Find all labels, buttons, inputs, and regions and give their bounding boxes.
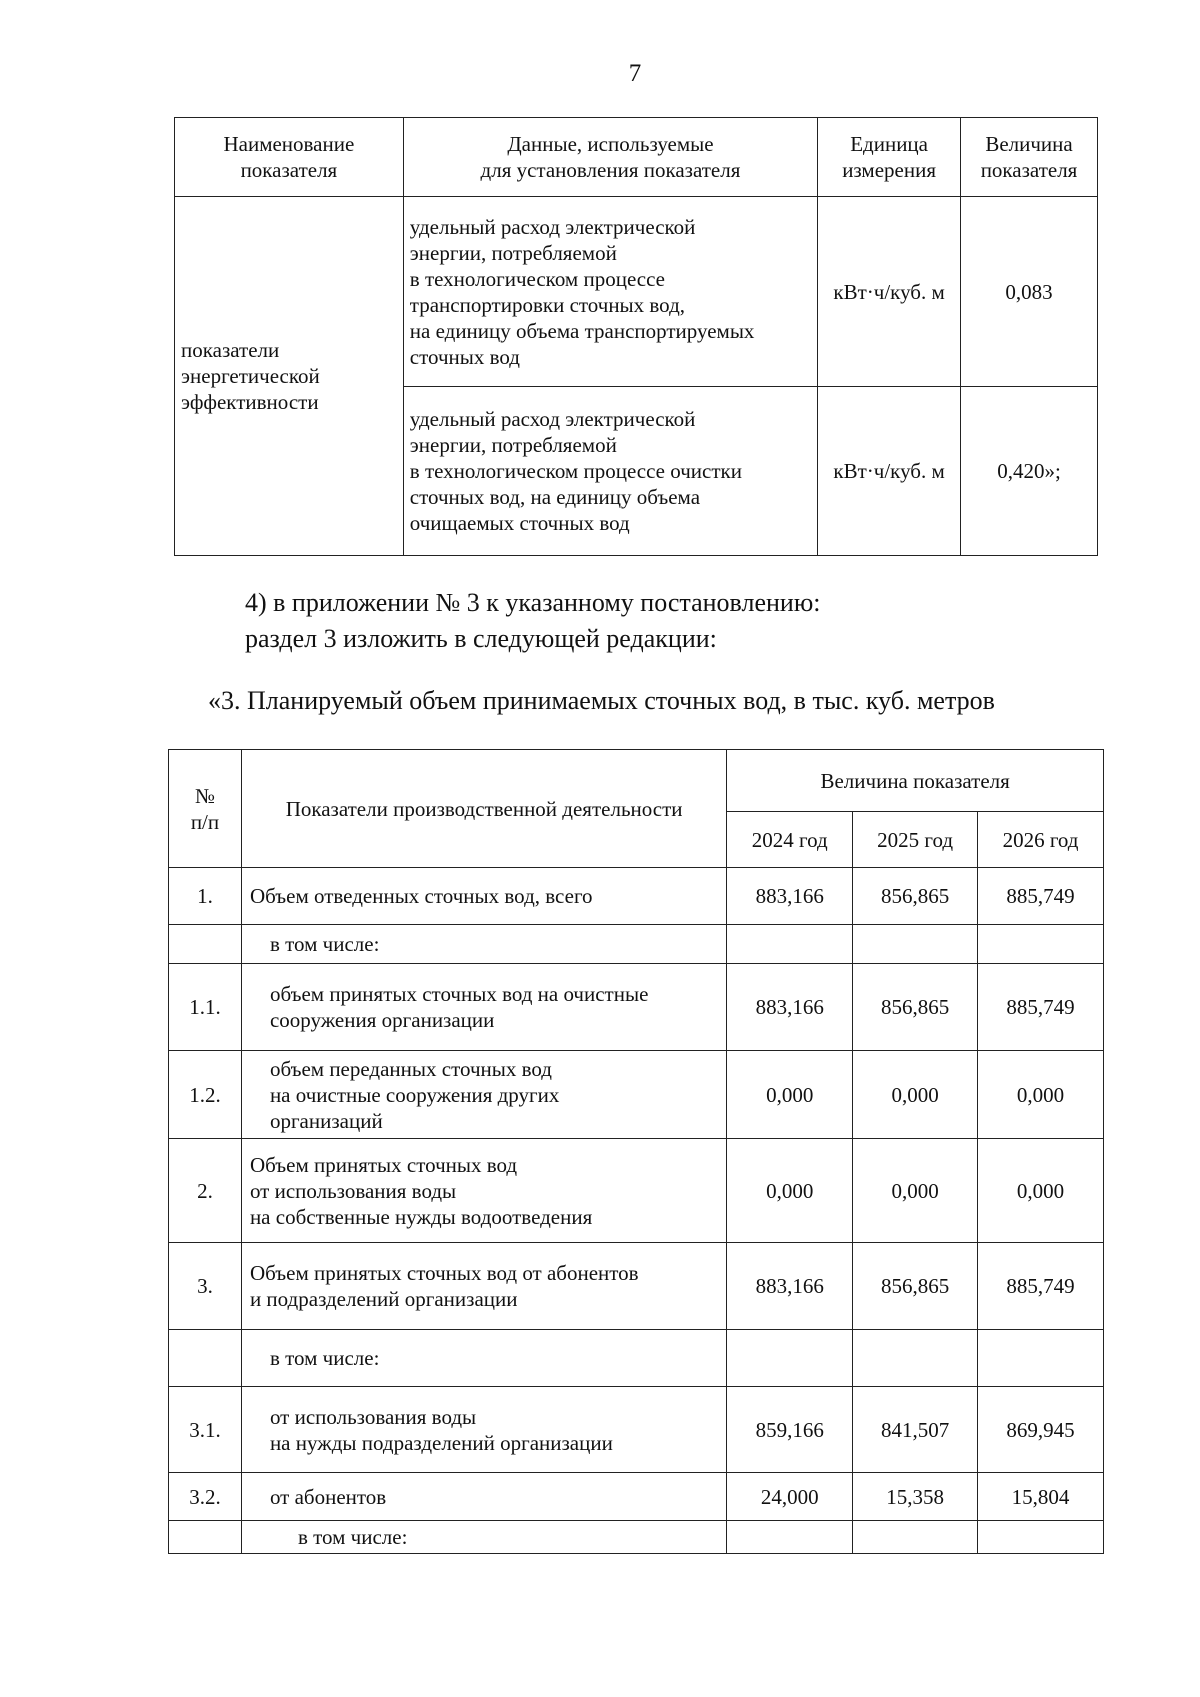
row-description: удельный расход электрической энергии, потребляемой в технологическом процессе транспортировки сточных вод, на единицу объема транспортируемых сточных вод — [403, 197, 817, 387]
wastewater-volume-table — [168, 749, 1104, 1554]
row-value-2026 — [978, 925, 1104, 964]
row-value-2026 — [978, 1330, 1104, 1387]
table1-header-value: Величина показателя — [961, 118, 1098, 197]
row-num: 3.1. — [169, 1387, 242, 1473]
table1-header-data: Данные, используемые для установления показателя — [403, 118, 817, 197]
row-value-2025 — [853, 925, 978, 964]
table1-header-name: Наименование показателя — [175, 118, 404, 197]
row-value-2025: 856,865 — [853, 868, 978, 925]
table-row — [169, 1387, 1104, 1473]
row-value-2026: 15,804 — [978, 1473, 1104, 1521]
row-num — [169, 925, 242, 964]
row-num: 3.2. — [169, 1473, 242, 1521]
table-row — [169, 868, 1104, 925]
row-value-2024: 859,166 — [727, 1387, 853, 1473]
paragraph-section-instruction: раздел 3 изложить в следующей редакции: — [245, 624, 717, 653]
energy-efficiency-table — [174, 117, 1098, 556]
row-value-2026 — [978, 1521, 1104, 1554]
paragraph-amendment: 4) в приложении № 3 к указанному постановлению: — [245, 588, 821, 617]
header-value-group: Величина показателя — [727, 750, 1104, 812]
row-value-2024 — [727, 925, 853, 964]
row-value-2024: 883,166 — [727, 1243, 853, 1330]
row-value-2025: 856,865 — [853, 1243, 978, 1330]
row-value-2025 — [853, 1521, 978, 1554]
row-value: 0,420»; — [961, 387, 1098, 556]
row-label: от использования воды на нужды подразделений организации — [241, 1387, 726, 1473]
row-value-2026: 869,945 — [978, 1387, 1104, 1473]
row-label: от абонентов — [241, 1473, 726, 1521]
table2-header-row — [169, 750, 1104, 812]
group-label: показатели энергетической эффективности — [175, 197, 404, 556]
row-num — [169, 1521, 242, 1554]
row-value-2025: 15,358 — [853, 1473, 978, 1521]
row-num: 2. — [169, 1139, 242, 1243]
table1-header-unit: Единица измерения — [818, 118, 961, 197]
row-num: 1. — [169, 868, 242, 925]
table-row — [175, 197, 1098, 387]
row-value-2024: 24,000 — [727, 1473, 853, 1521]
table-row — [169, 964, 1104, 1051]
row-value-2026: 885,749 — [978, 1243, 1104, 1330]
table-row — [169, 925, 1104, 964]
row-value-2025: 0,000 — [853, 1139, 978, 1243]
row-label: в том числе: — [241, 1330, 726, 1387]
row-label: Объем принятых сточных вод от использования воды на собственные нужды водоотведения — [241, 1139, 726, 1243]
section-title: «3. Планируемый объем принимаемых сточных вод, в тыс. куб. метров — [208, 686, 995, 715]
row-label: в том числе: — [241, 1521, 726, 1554]
row-value-2024: 0,000 — [727, 1051, 853, 1139]
header-year-2026: 2026 год — [978, 812, 1104, 868]
header-year-2025: 2025 год — [853, 812, 978, 868]
row-unit: кВт·ч/куб. м — [818, 197, 961, 387]
row-unit: кВт·ч/куб. м — [818, 387, 961, 556]
row-value-2026: 0,000 — [978, 1051, 1104, 1139]
row-num: 1.2. — [169, 1051, 242, 1139]
row-value-2024: 883,166 — [727, 868, 853, 925]
row-num — [169, 1330, 242, 1387]
row-num: 3. — [169, 1243, 242, 1330]
row-value-2024 — [727, 1330, 853, 1387]
row-value-2025: 0,000 — [853, 1051, 978, 1139]
table-row — [169, 1139, 1104, 1243]
row-description: удельный расход электрической энергии, потребляемой в технологическом процессе очистки сточных вод, на единицу объема очищаемых сточных вод — [403, 387, 817, 556]
table-row — [169, 1330, 1104, 1387]
row-value-2024: 0,000 — [727, 1139, 853, 1243]
table-row — [169, 1243, 1104, 1330]
header-indicator: Показатели производственной деятельности — [241, 750, 726, 868]
row-value-2024: 883,166 — [727, 964, 853, 1051]
row-num: 1.1. — [169, 964, 242, 1051]
row-label: Объем принятых сточных вод от абонентов и подразделений организации — [241, 1243, 726, 1330]
table-row — [169, 1521, 1104, 1554]
table1-header-row — [175, 118, 1098, 197]
row-value-2025: 841,507 — [853, 1387, 978, 1473]
row-value-2026: 0,000 — [978, 1139, 1104, 1243]
row-value-2026: 885,749 — [978, 964, 1104, 1051]
row-value-2024 — [727, 1521, 853, 1554]
page-number: 7 — [628, 60, 642, 87]
row-label: объем переданных сточных вод на очистные сооружения других организаций — [241, 1051, 726, 1139]
row-label: объем принятых сточных вод на очистные сооружения организации — [241, 964, 726, 1051]
row-value-2025: 856,865 — [853, 964, 978, 1051]
table-row — [169, 1051, 1104, 1139]
row-value: 0,083 — [961, 197, 1098, 387]
row-value-2025 — [853, 1330, 978, 1387]
table-row — [169, 1473, 1104, 1521]
row-label: Объем отведенных сточных вод, всего — [241, 868, 726, 925]
header-year-2024: 2024 год — [727, 812, 853, 868]
row-value-2026: 885,749 — [978, 868, 1104, 925]
row-label: в том числе: — [241, 925, 726, 964]
header-num: № п/п — [169, 750, 242, 868]
